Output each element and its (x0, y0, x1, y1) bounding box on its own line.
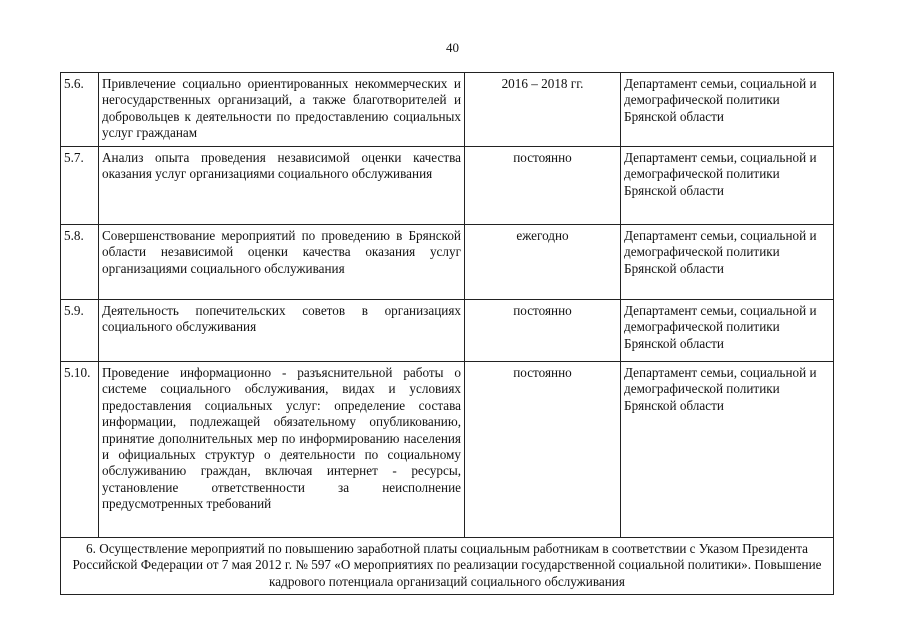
item-executor: Департамент семьи, социальной и демографической политики Брянской области (621, 147, 834, 225)
table-row (61, 225, 834, 300)
item-executor: Департамент семьи, социальной и демографической политики Брянской области (621, 73, 834, 147)
item-term: постоянно (465, 147, 621, 225)
item-term: 2016 – 2018 гг. (465, 73, 621, 147)
item-number: 5.7. (61, 147, 99, 225)
item-number: 5.8. (61, 225, 99, 300)
section-heading-row (61, 538, 834, 595)
item-executor: Департамент семьи, социальной и демографической политики Брянской области (621, 362, 834, 538)
item-executor: Департамент семьи, социальной и демографической политики Брянской области (621, 300, 834, 362)
item-description: Деятельность попечительских советов в организациях социального обслуживания (99, 300, 465, 362)
table-row (61, 300, 834, 362)
page-number: 40 (446, 40, 459, 55)
item-number: 5.6. (61, 73, 99, 147)
table-row (61, 73, 834, 147)
item-term: ежегодно (465, 225, 621, 300)
item-term: постоянно (465, 300, 621, 362)
item-description: Анализ опыта проведения независимой оценки качества оказания услуг организациями социального обслуживания (99, 147, 465, 225)
item-number: 5.10. (61, 362, 99, 538)
section-heading: 6. Осуществление мероприятий по повышению заработной платы социальным работникам в соответствии с Указом Президента Российской Федерации от 7 мая 2012 г. № 597 «О мероприятиях по реализации государственной социальной политики». Повышение кадрового потенциала организаций социального обслуживания (61, 538, 834, 595)
item-description: Проведение информационно - разъяснительной работы о системе социального обслуживания, видах и условиях предоставления социальных услуг: определение состава информации, подлежащей обязательному опубликованию, принятие дополнительных мер по информированию населения и официальных структур о деятельности по социальному обслуживанию граждан, включая интернет - ресурсы, установление ответственности за неисполнение предусмотренных требований (99, 362, 465, 538)
item-description: Совершенствование мероприятий по проведению в Брянской области независимой оценки качества оказания услуг организациями социального обслуживания (99, 225, 465, 300)
item-description: Привлечение социально ориентированных некоммерческих и негосударственных организаций, а также благотворителей и добровольцев к деятельности по предоставлению социальных услуг гражданам (99, 73, 465, 147)
item-term: постоянно (465, 362, 621, 538)
table-row (61, 147, 834, 225)
item-executor: Департамент семьи, социальной и демографической политики Брянской области (621, 225, 834, 300)
item-number: 5.9. (61, 300, 99, 362)
table-row (61, 362, 834, 538)
activities-table (60, 72, 834, 595)
